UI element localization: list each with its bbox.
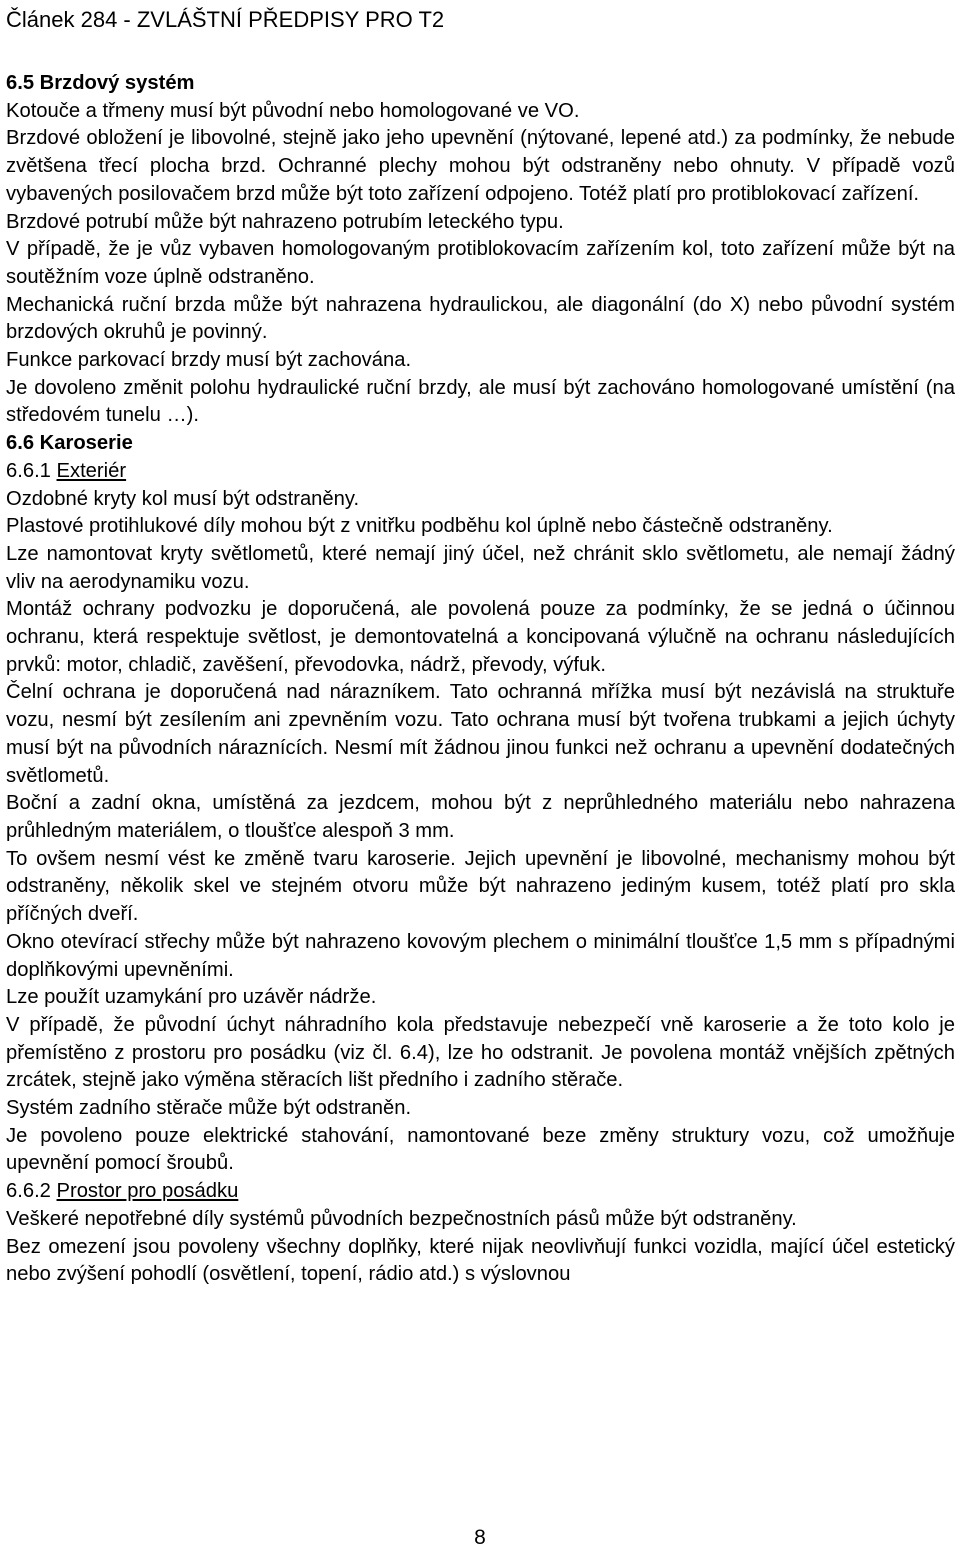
subsection-heading-exterior (6, 458, 955, 486)
paragraph: Kotouče a třmeny musí být původní nebo homologované ve VO. (6, 99, 580, 122)
section-heading-body: 6.6 Karoserie (6, 432, 133, 455)
paragraph: Mechanická ruční brzda může být nahrazena hydraulickou, ale diagonální (do X) nebo původní systém brzdových okruhů je povinný. (6, 293, 955, 344)
paragraph: Brzdové obložení je libovolné, stejně jako jeho upevnění (nýtované, lepené atd.) za podmínky, že nebude zvětšena třecí plocha brzd. Ochranné plechy mohou být odstraněny nebo ohnuty. V případě vozů vybavených posilovačem brzd může být toto zařízení odpojeno. Totéž platí pro protiblokovací zařízení. (6, 127, 955, 205)
subsection-title: Prostor pro posádku (56, 1180, 239, 1203)
paragraph: V případě, že je vůz vybaven homologovaným protiblokovacím zařízením kol, toto zařízení může být na soutěžním voze úplně odstraněno. (6, 238, 955, 288)
paragraph: Okno otevírací střechy může být nahrazeno kovovým plechem o minimální tloušťce 1,5 mm s případnými doplňkovými upevněními. (6, 930, 955, 981)
paragraph: Lze namontovat kryty světlometů, které nemají jiný účel, než chránit sklo světlometu, ale nemají žádný vliv na aerodynamiku vozu. (6, 542, 955, 593)
document-body (6, 70, 955, 1289)
paragraph: Boční a zadní okna, umístěná za jezdcem, mohou být z neprůhledného materiálu nebo nahrazena průhledným materiálem, o tloušťce alespoň 3 mm. (6, 792, 955, 842)
subsection-number: 6.6.1 (6, 459, 51, 482)
subsection-heading-cabin (6, 1178, 955, 1206)
paragraph: V případě, že původní úchyt náhradního kola představuje nebezpečí vně karoserie a že toto kolo je přemístěno z prostoru pro posádku (viz čl. 6.4), lze ho odstranit. Je povolena montáž vnějších zpětných zrcátek, stejně jako výměna stěracích lišt předního i zadního stěrače. (6, 1013, 955, 1092)
paragraph: Bez omezení jsou povoleny všechny doplňky, které nijak neovlivňují funkci vozidla, mající účel estetický nebo zvýšení pohodlí (osvětlení, topení, rádio atd.) s výslovnou (6, 1235, 955, 1286)
subsection-title: Exteriér (56, 459, 127, 482)
paragraph: Je povoleno pouze elektrické stahování, namontované beze změny struktury vozu, což umožňuje upevnění pomocí šroubů. (6, 1124, 955, 1175)
page-number: 8 (474, 1526, 486, 1549)
paragraph: Funkce parkovací brzdy musí být zachována. (6, 349, 412, 372)
paragraph: Systém zadního stěrače může být odstraněn. (6, 1097, 412, 1120)
document-header: Článek 284 - ZVLÁŠTNÍ PŘEDPISY PRO T2 (6, 7, 445, 32)
paragraph: Montáž ochrany podvozku je doporučená, ale povolená pouze za podmínky, že se jedná o účinnou ochranu, která respektuje světlost, je demontovatelná a koncipovaná výlučně na ochranu následujících prvků: motor, chladič, zavěšení, převodovka, nádrž, převody, výfuk. (6, 598, 955, 676)
paragraph: Plastové protihlukové díly mohou být z vnitřku podběhu kol úplně nebo částečně odstraněny. (6, 515, 833, 538)
paragraph: Ozdobné kryty kol musí být odstraněny. (6, 487, 360, 510)
paragraph: Brzdové potrubí může být nahrazeno potrubím leteckého typu. (6, 210, 564, 233)
paragraph: To ovšem nesmí vést ke změně tvaru karoserie. Jejich upevnění je libovolné, mechanismy mohou být odstraněny, několik skel ve stejném otvoru může být nahrazeno jediným kusem, totéž platí pro skla příčných dveří. (6, 847, 955, 926)
paragraph: Lze použít uzamykání pro uzávěr nádrže. (6, 986, 377, 1009)
paragraph: Je dovoleno změnit polohu hydraulické ruční brzdy, ale musí být zachováno homologované umístění (na středovém tunelu …). (6, 376, 955, 427)
paragraph: Čelní ochrana je doporučená nad nárazníkem. Tato ochranná mřížka musí být nezávislá na struktuře vozu, nesmí být zesílením ani zpevněním vozu. Tato ochrana musí být tvořena trubkami a jejich úchyty musí být na původních náraznících. Nesmí mít žádnou jinou funkci než ochranu a upevnění dodatečných světlometů. (6, 681, 955, 787)
subsection-number: 6.6.2 (6, 1180, 51, 1203)
section-heading-brakes: 6.5 Brzdový systém (6, 72, 195, 94)
paragraph: Veškeré nepotřebné díly systémů původních bezpečnostních pásů může být odstraněny. (6, 1207, 797, 1230)
